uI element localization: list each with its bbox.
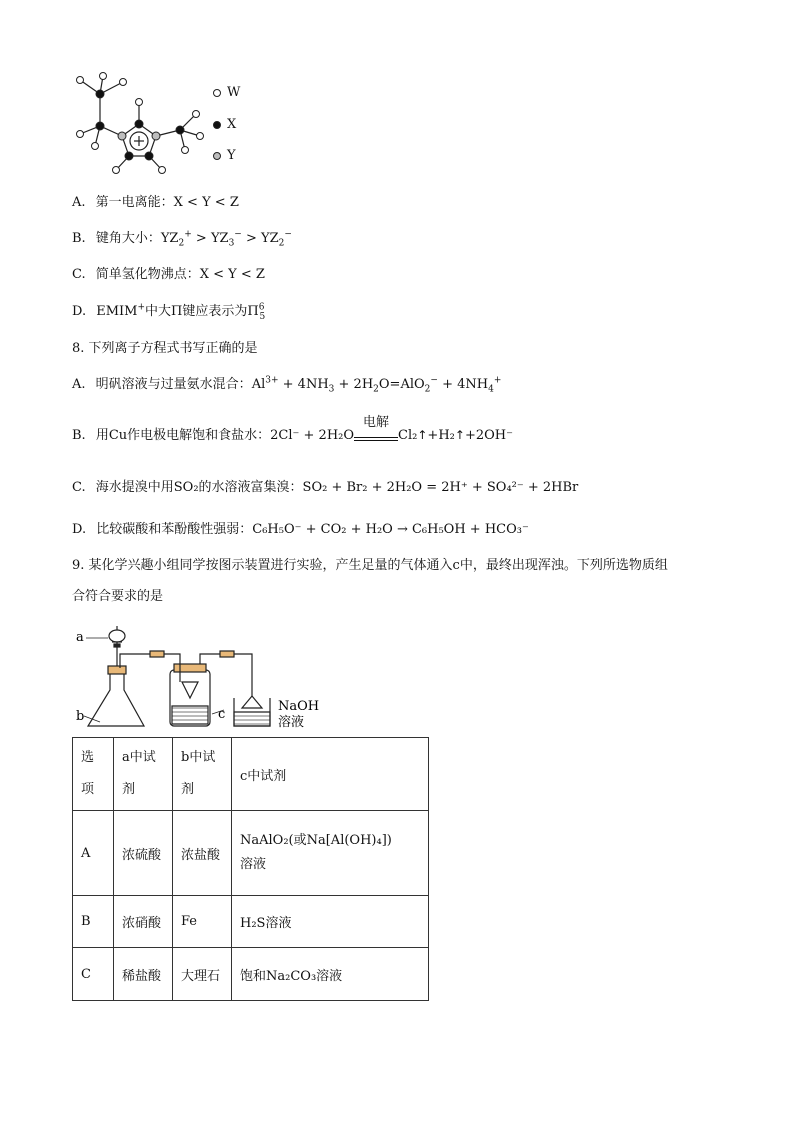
legend-w-label: W bbox=[227, 85, 241, 100]
cell-option: A bbox=[73, 811, 114, 896]
option-text: 明矾溶液与过量氨水混合： bbox=[95, 377, 252, 392]
species-yz3-minus: $YZ_3^-$ bbox=[210, 229, 242, 249]
q9-stem-line1: 9. 某化学兴趣小组同学按图示装置进行实验，产生足量的气体通入c中，最终出现浑浊。下列所选物质组 bbox=[72, 558, 668, 573]
cell-c-reagent: 饱和Na₂CO₃溶液 bbox=[232, 948, 429, 1001]
q7-option-a bbox=[72, 194, 239, 212]
q7-option-c bbox=[72, 266, 265, 284]
table-row bbox=[73, 811, 429, 896]
emim-structure-figure bbox=[70, 68, 210, 178]
gas-arrow-icon: ↑ bbox=[417, 428, 428, 442]
option-letter: D. bbox=[72, 304, 87, 319]
gas-arrow-icon: ↑ bbox=[454, 428, 465, 442]
legend-x-marker bbox=[213, 121, 221, 129]
electrolysis-sign: 电解 bbox=[354, 431, 398, 441]
option-text: 用Cu作电极电解饱和食盐水： bbox=[95, 428, 271, 443]
apparatus-diagram bbox=[72, 618, 352, 733]
gt-sign: > bbox=[195, 231, 207, 246]
option-letter: B. bbox=[72, 231, 86, 246]
cell-option: C bbox=[73, 948, 114, 1001]
equation-b-rhs1: Cl₂ bbox=[398, 428, 418, 443]
option-letter: B. bbox=[72, 428, 86, 443]
legend-w-marker bbox=[213, 89, 221, 97]
label-c: c bbox=[218, 707, 226, 722]
equation-b-rhs3: +2OH⁻ bbox=[464, 428, 513, 443]
cell-a-reagent: 浓硝酸 bbox=[114, 896, 173, 948]
option-letter: C. bbox=[72, 267, 86, 282]
q8-option-d bbox=[72, 521, 529, 539]
legend-x-label: X bbox=[227, 117, 237, 132]
legend-y bbox=[213, 148, 236, 163]
q9-options-table bbox=[72, 737, 429, 1001]
q9-stem-line2: 合符合要求的是 bbox=[72, 589, 164, 604]
header-c-reagent: c中试剂 bbox=[232, 738, 429, 811]
label-b: b bbox=[76, 709, 85, 724]
table-row bbox=[73, 948, 429, 1001]
cell-c-reagent: H₂S溶液 bbox=[232, 896, 429, 948]
option-letter: C. bbox=[72, 480, 86, 495]
label-naoh: NaOH bbox=[278, 699, 320, 714]
gt-sign: > bbox=[245, 231, 257, 246]
species-yz2-minus: $YZ_2^-$ bbox=[261, 229, 292, 249]
header-a-reagent: a中试剂 bbox=[114, 738, 173, 811]
legend-y-label: Y bbox=[227, 148, 236, 163]
option-text: 海水提溴中用SO₂的水溶液富集溴： bbox=[95, 480, 303, 495]
cell-a-reagent: 稀盐酸 bbox=[114, 948, 173, 1001]
label-a: a bbox=[76, 630, 84, 645]
cell-b-reagent: 浓盐酸 bbox=[173, 811, 232, 896]
label-solution: 溶液 bbox=[278, 715, 305, 730]
species-yz2-plus: $YZ_2^+$ bbox=[160, 229, 192, 249]
cell-b-reagent: 大理石 bbox=[173, 948, 232, 1001]
option-letter: A. bbox=[72, 195, 86, 210]
option-text: 比较碳酸和苯酚酸性强弱： bbox=[96, 522, 253, 537]
equation-a: $Al^{3+} + 4NH_3 + 2H_2O=AlO_2^- + 4NH_4^+$ bbox=[251, 375, 502, 395]
cell-c-reagent: NaAlO₂(或Na[Al(OH)₄]) 溶液 bbox=[232, 811, 429, 896]
equation-b-lhs: 2Cl⁻ + 2H₂O bbox=[270, 428, 355, 443]
option-text: 键角大小： bbox=[95, 231, 161, 246]
header-option: 选项 bbox=[73, 738, 114, 811]
cell-b-reagent: Fe bbox=[173, 896, 232, 948]
option-letter: D. bbox=[72, 522, 87, 537]
q8-stem: 8. 下列离子方程式书写正确的是 bbox=[72, 341, 258, 356]
table-row bbox=[73, 896, 429, 948]
option-letter: A. bbox=[72, 377, 86, 392]
equation-b-rhs2: +H₂ bbox=[427, 428, 455, 443]
equation-d: C₆H₅O⁻ + CO₂ + H₂O → C₆H₅OH + HCO₃⁻ bbox=[252, 522, 529, 537]
option-text: EMIM+中大Π键应表示为$\Pi^6_5$ bbox=[96, 302, 266, 322]
cell-option: B bbox=[73, 896, 114, 948]
legend-w bbox=[213, 85, 240, 100]
cell-a-reagent: 浓硫酸 bbox=[114, 811, 173, 896]
q7-option-d bbox=[72, 303, 265, 321]
option-text: 简单氢化物沸点：X < Y < Z bbox=[95, 267, 265, 282]
q7-option-b bbox=[72, 230, 292, 248]
legend-x bbox=[213, 117, 236, 132]
legend-y-marker bbox=[213, 152, 221, 160]
q8-option-b bbox=[72, 415, 513, 445]
header-b-reagent: b中试剂 bbox=[173, 738, 232, 811]
q8-option-c bbox=[72, 479, 578, 497]
q8-option-a bbox=[72, 376, 501, 394]
table-header-row bbox=[73, 738, 429, 811]
equation-c: SO₂ + Br₂ + 2H₂O = 2H⁺ + SO₄²⁻ + 2HBr bbox=[302, 480, 579, 495]
option-text: 第一电离能：X < Y < Z bbox=[95, 195, 239, 210]
